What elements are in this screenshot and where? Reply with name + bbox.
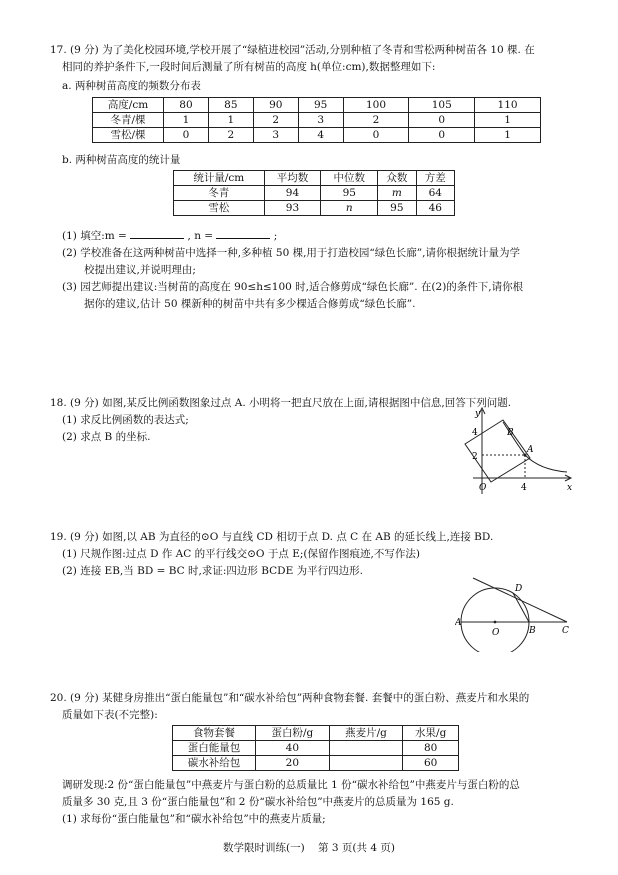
table-cell [329, 741, 403, 756]
table-cell: 64 [416, 186, 454, 201]
table-cell: 冬青/棵 [93, 113, 164, 128]
q17-intro-line1: 17. (9 分) 为了美化校园环境,学校开展了“绿植进校园”活动,分别种植了冬青和雪松两种树苗各 10 棵. 在 [50, 44, 535, 56]
table-cell: 2 [208, 128, 253, 143]
table-cell: 蛋白粉/g [256, 726, 330, 741]
q18-figure [455, 404, 580, 496]
tick-y4-label: 4 [472, 428, 478, 438]
table-cell: 2 [253, 113, 298, 128]
label-o: O [492, 628, 500, 638]
table-row [173, 756, 459, 771]
origin-label: O [479, 483, 487, 493]
center-point [494, 621, 497, 624]
page-footer: 数学限时训练(一) 第 3 页(共 4 页) [223, 842, 395, 854]
q18-part2: (2) 求点 B 的坐标. [62, 431, 151, 443]
table-cell: 平均数 [264, 171, 321, 186]
table-cell: 94 [264, 186, 321, 201]
q20-survey-line2: 质量多 30 克,且 3 份“蛋白能量包”和 2 份“碳水补给包”中燕麦片的总质量为 165 g. [62, 796, 454, 808]
table-cell: m [378, 186, 416, 201]
circle-o [461, 588, 529, 652]
table-row [174, 186, 455, 201]
table-cell: 雪松 [174, 201, 265, 216]
q18-line1: 18. (9 分) 如图,某反比例函数图象过点 A. 小明将一把直尺放在上面,请根据图中信息,回答下列问题. [50, 397, 512, 409]
table-cell: 85 [208, 98, 253, 113]
table-header-row [174, 171, 455, 186]
q20-line2: 质量如下表(不完整): [62, 709, 158, 721]
q17-part2-line1: (2) 学校准备在这两种树苗中选择一种,多种植 50 棵,用于打造校园“绿色长廊”,请你根据统计量为学 [62, 247, 520, 259]
table-cell: 冬青 [174, 186, 265, 201]
q20-part1: (1) 求每份“蛋白能量包”和“碳水补给包”中的燕麦片质量; [62, 813, 326, 825]
table-header-row [93, 98, 541, 113]
table-cell: 中位数 [321, 171, 378, 186]
table-cell: 95 [321, 186, 378, 201]
table-cell: 1 [475, 128, 541, 143]
answer-blank-n[interactable] [216, 228, 270, 239]
table-cell: n [321, 201, 378, 216]
q17-part1-mid: , n = [187, 230, 214, 242]
point-a-label: A [527, 445, 534, 455]
tick-y2-label: 2 [472, 452, 478, 462]
table-cell: 0 [409, 113, 475, 128]
table-cell: 3 [253, 128, 298, 143]
table-cell: 水果/g [403, 726, 459, 741]
table-header-row [173, 726, 459, 741]
q20-line1: 20. (9 分) 某健身房推出“蛋白能量包”和“碳水补给包”两种食物套餐. 套餐中的蛋白粉、燕麦片和水果的 [50, 692, 530, 704]
q19-figure [455, 572, 575, 652]
q17-part1-end: ; [273, 230, 278, 242]
table-cell: 80 [164, 98, 209, 113]
table-cell: 46 [416, 201, 454, 216]
q20-survey-line1: 调研发现:2 份“蛋白能量包”中燕麦片与蛋白粉的总质量比 1 份“碳水补给包”中燕麦片与蛋白粉的总 [62, 779, 520, 791]
table-row [174, 201, 455, 216]
table-cell: 80 [403, 741, 459, 756]
q17-intro-line2: 相同的养护条件下,一段时间后测量了所有树苗的高度 h(单位:cm),数据整理如下: [62, 61, 436, 73]
label-d: D [515, 584, 523, 594]
table-cell: 2 [343, 113, 409, 128]
table-cell: 燕麦片/g [329, 726, 403, 741]
label-c: C [562, 626, 569, 636]
q19-part1: (1) 尺规作图:过点 D 作 AC 的平行线交⊙O 于点 E;(保留作图痕迹,不写作法) [62, 548, 420, 560]
table-cell: 60 [403, 756, 459, 771]
table-cell: 1 [208, 113, 253, 128]
table-cell: 20 [256, 756, 330, 771]
q17-statistics-table [173, 170, 455, 216]
answer-blank-m[interactable] [130, 228, 184, 239]
q17-part1 [62, 228, 277, 244]
table-cell: 105 [409, 98, 475, 113]
table-cell: 食物套餐 [173, 726, 256, 741]
tick-x4-label: 4 [521, 483, 527, 493]
table-cell: 1 [475, 113, 541, 128]
q17-part3-line1: (3) 园艺师提出建议:当树苗的高度在 90≤h≤100 时,适合修剪成“绿色长廊”. 在(2)的条件下,请你根 [62, 281, 524, 293]
table-cell: 90 [253, 98, 298, 113]
table-cell: 100 [343, 98, 409, 113]
q17-frequency-table [92, 97, 541, 143]
table-cell: 0 [343, 128, 409, 143]
table-cell: 统计量/cm [174, 171, 265, 186]
q17-part3-line2: 据你的建议,估计 50 棵新种的树苗中共有多少棵适合修剪成“绿色长廊”. [84, 298, 416, 310]
label-b: B [529, 626, 536, 636]
q17-table-b-title: b. 两种树苗高度的统计量 [62, 154, 181, 166]
table-cell: 1 [164, 113, 209, 128]
table-cell: 95 [298, 98, 343, 113]
point-b-label: B [507, 428, 514, 438]
q17-table-a-title: a. 两种树苗高度的频数分布表 [62, 80, 201, 92]
x-axis-label: x [567, 483, 573, 493]
table-cell: 3 [298, 113, 343, 128]
table-cell: 110 [475, 98, 541, 113]
q19-line1: 19. (9 分) 如图,以 AB 为直径的⊙O 与直线 CD 相切于点 D. 点 C 在 AB 的延长线上,连接 BD. [50, 531, 494, 543]
table-row [93, 128, 541, 143]
table-cell: 0 [164, 128, 209, 143]
q17-part2-line2: 校提出建议,并说明理由; [84, 264, 196, 276]
q20-food-table [172, 725, 459, 771]
table-cell [329, 756, 403, 771]
table-cell: 雪松/棵 [93, 128, 164, 143]
table-cell: 40 [256, 741, 330, 756]
table-cell: 4 [298, 128, 343, 143]
table-cell: 95 [378, 201, 416, 216]
table-row [173, 741, 459, 756]
label-a: A [455, 618, 462, 628]
table-cell: 碳水补给包 [173, 756, 256, 771]
segment-bd [513, 593, 529, 622]
table-cell: 蛋白能量包 [173, 741, 256, 756]
table-cell: 93 [264, 201, 321, 216]
q17-part1-label: (1) 填空:m = [62, 230, 127, 242]
q19-part2: (2) 连接 EB,当 BD = BC 时,求证:四边形 BCDE 为平行四边形. [62, 565, 363, 577]
q18-part1: (1) 求反比例函数的表达式; [62, 414, 189, 426]
table-cell: 0 [409, 128, 475, 143]
table-cell: 高度/cm [93, 98, 164, 113]
table-cell: 方差 [416, 171, 454, 186]
y-axis-label: y [475, 409, 481, 419]
table-cell: 众数 [378, 171, 416, 186]
table-row [93, 113, 541, 128]
